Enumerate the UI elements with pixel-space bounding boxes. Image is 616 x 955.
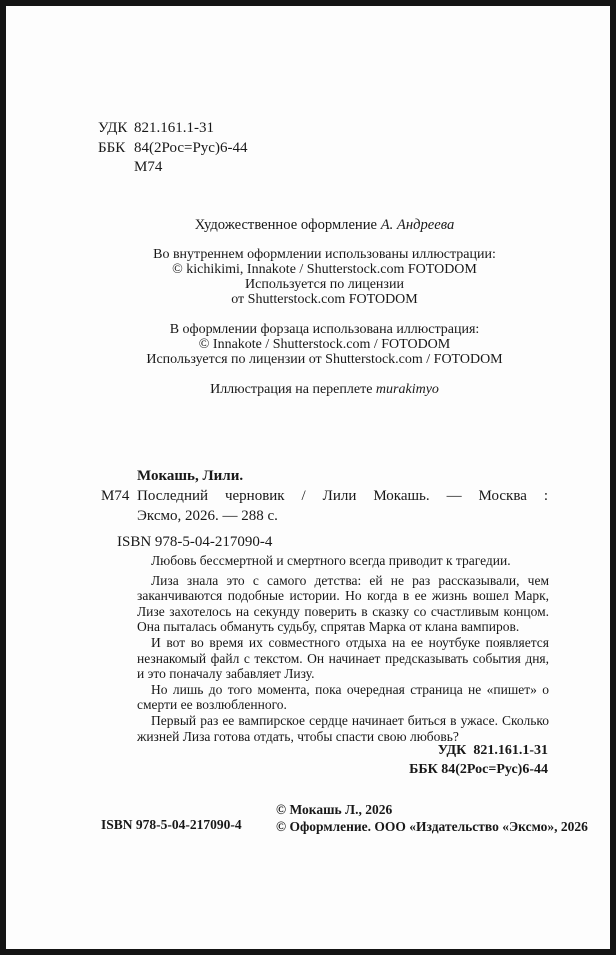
endpaper-credit-line: В оформлении форзаца использована иллюстрация: (169, 322, 480, 337)
bbc-value: 84(2Рос=Рус)6-44 (134, 139, 248, 156)
bib-entry-line: Эксмо, 2026. — 288 с. (137, 508, 278, 524)
endpaper-credit-block (101, 322, 548, 367)
interior-credit-line: Используется по лицензии (245, 277, 404, 292)
udc-label: УДК (98, 120, 128, 136)
classification-codes-bottom (101, 741, 548, 779)
classification-codes-top (98, 119, 247, 178)
credits-section (101, 217, 548, 397)
endpaper-credit-line: © Innakote / Shutterstock.com / FOTODOM (198, 337, 451, 352)
design-credit-name: А. Андреева (380, 217, 455, 233)
design-credit-line (101, 217, 548, 234)
bbc-label: ББК (98, 139, 126, 156)
isbn-line: ISBN 978-5-04-217090-4 (117, 534, 273, 550)
author-sign-value: М74 (134, 159, 163, 175)
copyright-author-line: © Мокашь Л., 2026 (276, 802, 393, 817)
annotation-paragraph: И вот во время их совместного отдыха на ее ноутбуке появляется незнакомый файл с текстом. Он начинает предсказывать события дня, и это поначалу забавляет Лизу. (137, 634, 549, 682)
author-sign-row (98, 158, 247, 178)
annotation-paragraph: Лиза знала это с самого детства: ей не раз рассказывали, чем заканчиваются подобные истории. Но когда в ее жизнь вошел Марк, Лизе захотелось на секунду поверить в сказку со счастливым концом. Она пыталась обмануть судьбу, спрятав Марка от клана вампиров. (137, 572, 549, 635)
endpaper-credit-line: Используется по лицензии от Shutterstock.com / FOTODOM (146, 352, 503, 367)
design-credit-label: Художественное оформление (194, 217, 378, 233)
bbc-code-row (98, 139, 247, 159)
author-sign-spacer (98, 158, 134, 178)
udc-code-row (98, 119, 247, 139)
interior-credit-line: Во внутреннем оформлении использованы иллюстрации: (153, 247, 496, 262)
interior-credit-line: © kichikimi, Innakote / Shutterstock.com FOTODOM (172, 262, 477, 277)
bib-author-heading: Мокашь, Лили. (137, 468, 244, 484)
cover-credit-name: murakimyo (375, 382, 439, 397)
bib-entry-body (101, 486, 548, 526)
annotation-paragraph: Но лишь до того момента, пока очередная страница не «пишет» о смерти ее возлюбленного. (137, 681, 549, 713)
footer-isbn: ISBN 978-5-04-217090-4 (101, 817, 242, 832)
cover-credit-line (101, 382, 548, 397)
udc-bottom-line: УДК 821.161.1-31 (437, 743, 548, 758)
annotation-paragraph: Первый раз ее вампирское сердце начинает биться в ужасе. Сколько жизней Лиза готова отдать, чтобы спасти свою любовь? (137, 712, 549, 744)
copyright-block (276, 802, 588, 835)
cover-credit-label: Иллюстрация на переплете (210, 382, 373, 397)
book-imprint-page (6, 6, 610, 949)
interior-credit-line: от Shutterstock.com FOTODOM (231, 292, 418, 307)
bib-author-sign: М74 (101, 488, 130, 504)
bbc-bottom-line: ББК 84(2Рос=Рус)6-44 (409, 762, 548, 777)
interior-credit-block (101, 247, 548, 307)
annotation-paragraph: Любовь бессмертной и смертного всегда приводит к трагедии. (151, 553, 511, 568)
copyright-publisher-line: © Оформление. ООО «Издательство «Эксмо», 2026 (276, 818, 588, 834)
annotation-text (137, 553, 549, 744)
bib-entry-line: Последний черновик / Лили Мокашь. — Москва : (137, 488, 548, 504)
bibliographic-entry (101, 466, 548, 552)
udc-value: 821.161.1-31 (134, 120, 214, 136)
